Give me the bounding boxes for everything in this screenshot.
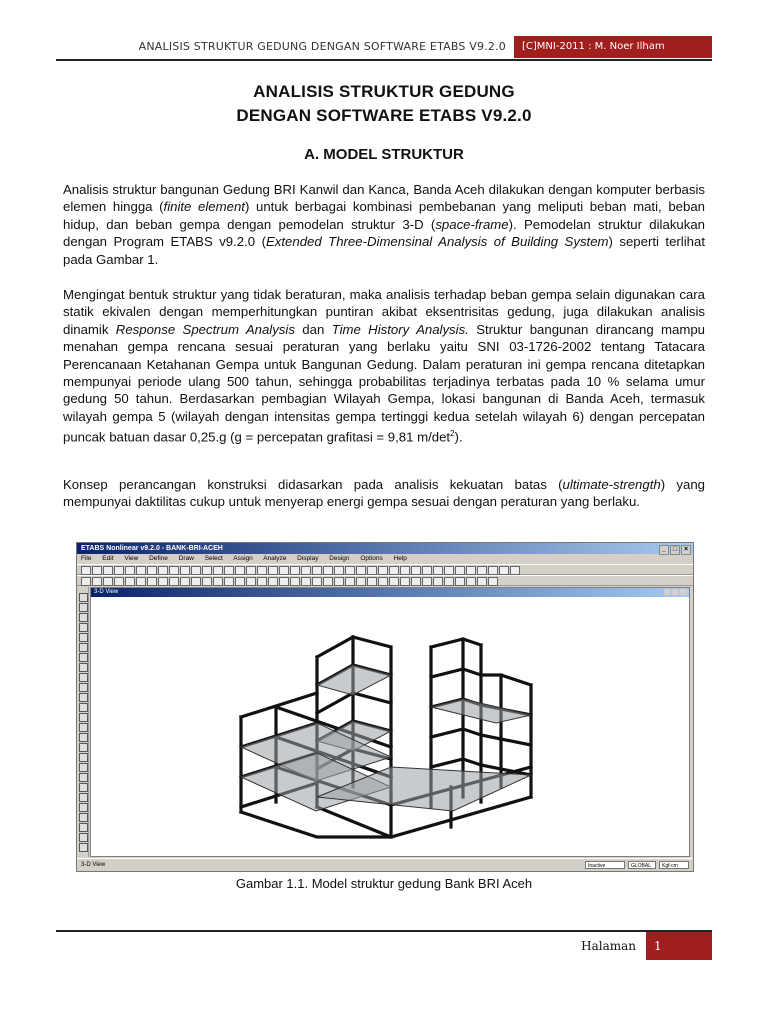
- side-tool-icon[interactable]: [79, 843, 88, 852]
- toolbar-button-icon[interactable]: [301, 577, 311, 586]
- toolbar-button-icon[interactable]: [180, 577, 190, 586]
- status-view-label: 3-D View: [81, 862, 106, 868]
- toolbar-button-icon[interactable]: [92, 566, 102, 575]
- toolbar-button-icon[interactable]: [257, 577, 267, 586]
- p3-text-c: ) yang mempunyai daktilitas cukup untuk menyerap energi gempa sesuai dengan peraturan yang berlaku.: [63, 477, 705, 510]
- side-tool-icon[interactable]: [79, 803, 88, 812]
- toolbar-button-icon[interactable]: [180, 566, 190, 575]
- etabs-screenshot-figure: [76, 542, 694, 872]
- side-tool-icon[interactable]: [79, 683, 88, 692]
- toolbar-button-icon[interactable]: [444, 566, 454, 575]
- toolbar-button-icon[interactable]: [334, 566, 344, 575]
- page-header: [56, 36, 712, 60]
- toolbar-button-icon[interactable]: [455, 577, 465, 586]
- view-minimize-icon[interactable]: [664, 589, 671, 595]
- etabs-statusbar: [77, 858, 693, 871]
- etabs-window-title: ETABS Nonlinear v9.2.0 - BANK-BRI-ACEH: [81, 545, 223, 552]
- toolbar-button-icon[interactable]: [378, 577, 388, 586]
- toolbar-button-icon[interactable]: [323, 577, 333, 586]
- toolbar-button-icon[interactable]: [136, 566, 146, 575]
- side-tool-icon[interactable]: [79, 813, 88, 822]
- toolbar-button-icon[interactable]: [268, 566, 278, 575]
- toolbar-button-icon[interactable]: [169, 577, 179, 586]
- floor-slabs: [241, 665, 531, 811]
- side-tool-icon[interactable]: [79, 723, 88, 732]
- toolbar-button-icon[interactable]: [290, 566, 300, 575]
- footer-page-number: 1: [646, 932, 712, 960]
- close-icon[interactable]: ×: [681, 545, 691, 555]
- toolbar-button-icon[interactable]: [279, 566, 289, 575]
- toolbar-button-icon[interactable]: [400, 577, 410, 586]
- toolbar-button-icon[interactable]: [356, 566, 366, 575]
- menu-analyze[interactable]: Analyze: [263, 555, 287, 562]
- side-tool-icon[interactable]: [79, 733, 88, 742]
- toolbar-button-icon[interactable]: [345, 566, 355, 575]
- toolbar-button-icon[interactable]: [246, 577, 256, 586]
- etabs-titlebar: [77, 543, 693, 554]
- menu-display[interactable]: Display: [297, 555, 319, 562]
- toolbar-2: [77, 575, 693, 586]
- p2-superscript: 2: [450, 429, 455, 439]
- side-tool-icon[interactable]: [79, 833, 88, 842]
- paragraph-2: [63, 286, 705, 446]
- toolbar-button-icon[interactable]: [147, 566, 157, 575]
- p3-text-a: Konsep perancangan konstruksi didasarkan pada analisis kekuatan batas (: [63, 477, 563, 492]
- toolbar-button-icon[interactable]: [422, 577, 432, 586]
- side-tool-icon[interactable]: [79, 823, 88, 832]
- side-tool-icon[interactable]: [79, 743, 88, 752]
- header-author-tag: [C]MNI-2011 : M. Noer Ilham: [514, 36, 712, 58]
- 3d-view-title: 3-D View: [94, 589, 119, 595]
- toolbar-button-icon[interactable]: [103, 566, 113, 575]
- 3d-view-titlebar: [91, 588, 689, 597]
- doc-title-line2: DENGAN SOFTWARE ETABS V9.2.0: [236, 106, 532, 125]
- side-tool-icon[interactable]: [79, 603, 88, 612]
- toolbar-button-icon[interactable]: [411, 566, 421, 575]
- toolbar-button-icon[interactable]: [312, 577, 322, 586]
- figure-caption: Gambar 1.1. Model struktur gedung Bank BRI Aceh: [235, 876, 533, 891]
- toolbar-button-icon[interactable]: [257, 566, 267, 575]
- menu-design[interactable]: Design: [329, 555, 350, 562]
- toolbar-button-icon[interactable]: [433, 566, 443, 575]
- p2-text-a: Mengingat bentuk struktur yang tidak beraturan, maka analisis terhadap beban gempa selain digunakan cara statik ekivalen dengan memperhitungkan puntiran akibat eksentrisitas gedung, juga dilakukan analisis dinamik: [63, 287, 705, 337]
- menu-select[interactable]: Select: [204, 555, 223, 562]
- doc-title-line1: ANALISIS STRUKTUR GEDUNG: [253, 82, 515, 101]
- toolbar-button-icon[interactable]: [246, 566, 256, 575]
- structure-3d-model: [91, 597, 689, 856]
- menu-options[interactable]: Options: [360, 555, 383, 562]
- toolbar-button-icon[interactable]: [92, 577, 102, 586]
- toolbar-button-icon[interactable]: [81, 577, 91, 586]
- toolbar-1: [77, 564, 693, 575]
- toolbar-button-icon[interactable]: [477, 577, 487, 586]
- side-tool-icon[interactable]: [79, 633, 88, 642]
- toolbar-button-icon[interactable]: [400, 566, 410, 575]
- toolbar-button-icon[interactable]: [125, 577, 135, 586]
- toolbar-button-icon[interactable]: [334, 577, 344, 586]
- menu-draw[interactable]: Draw: [178, 555, 194, 562]
- p1-italic-b: finite element: [163, 199, 245, 215]
- toolbar-button-icon[interactable]: [477, 566, 487, 575]
- p2-text-f: ).: [454, 429, 463, 445]
- paragraph-1: [63, 181, 705, 268]
- side-tool-icon[interactable]: [79, 643, 88, 652]
- view-maximize-icon[interactable]: [672, 589, 679, 595]
- toolbar-button-icon[interactable]: [268, 577, 278, 586]
- toolbar-button-icon[interactable]: [81, 566, 91, 575]
- p2-italic-b: Response Spectrum Analysis: [115, 321, 295, 337]
- p2-text-e: Struktur bangunan dirancang mampu menahan gempa rencana sesuai peraturan yang berlaku yaitu SNI 03-1726-2002 tentang Tatacara Perencanaan Ketahanan Gempa untuk Bangunan Gedung. Dalam peraturan ini gempa rencana ditetapkan mempunyai periode ulang 500 tahun, sehingga probabilitas terjadinya terbatas pada 10 % selama umur gedung 50 tahun. Berdasarkan pembagian Wilayah Gempa, lokasi bangunan di Banda Aceh, termasuk wilayah gempa 5 (wilayah dengan intensitas gempa tertinggi kedua setelah wilayah 6) dengan percepatan puncak batuan dasar 0,25.g (g = percepatan grafitasi = 9,81 m/det: [63, 321, 705, 445]
- menu-view[interactable]: View: [124, 555, 139, 562]
- section-heading: A. MODEL STRUKTUR: [304, 146, 464, 163]
- toolbar-button-icon[interactable]: [389, 566, 399, 575]
- toolbar-button-icon[interactable]: [213, 577, 223, 586]
- side-toolbar: [78, 587, 89, 857]
- header-title: ANALISIS STRUKTUR GEDUNG DENGAN SOFTWARE ETABS V9.2.0: [138, 40, 506, 53]
- side-tool-icon[interactable]: [79, 783, 88, 792]
- side-tool-icon[interactable]: [79, 613, 88, 622]
- toolbar-button-icon[interactable]: [466, 566, 476, 575]
- side-tool-icon[interactable]: [79, 623, 88, 632]
- p3-italic-b: ultimate-strength: [562, 477, 661, 492]
- menu-assign[interactable]: Assign: [233, 555, 253, 562]
- toolbar-button-icon[interactable]: [433, 577, 443, 586]
- toolbar-button-icon[interactable]: [290, 577, 300, 586]
- status-select-inactive[interactable]: Inactive: [585, 861, 625, 869]
- p1-italic-f: Extended Three-Dimensinal Analysis of Building System: [265, 234, 609, 250]
- toolbar-button-icon[interactable]: [213, 566, 223, 575]
- toolbar-button-icon[interactable]: [466, 577, 476, 586]
- 3d-view-panel: [90, 587, 690, 857]
- toolbar-button-icon[interactable]: [455, 566, 465, 575]
- etabs-menubar: [77, 554, 693, 564]
- p2-italic-d: Time History Analysis.: [331, 321, 469, 337]
- side-tool-icon[interactable]: [79, 793, 88, 802]
- toolbar-button-icon[interactable]: [191, 577, 201, 586]
- view-close-icon[interactable]: [680, 589, 687, 595]
- toolbar-button-icon[interactable]: [125, 566, 135, 575]
- side-tool-icon[interactable]: [79, 653, 88, 662]
- header-rule: [56, 59, 712, 61]
- menu-edit[interactable]: Edit: [102, 555, 114, 562]
- toolbar-button-icon[interactable]: [136, 577, 146, 586]
- toolbar-button-icon[interactable]: [444, 577, 454, 586]
- paragraph-3: [63, 476, 705, 511]
- toolbar-button-icon[interactable]: [411, 577, 421, 586]
- toolbar-button-icon[interactable]: [202, 566, 212, 575]
- toolbar-button-icon[interactable]: [224, 577, 234, 586]
- toolbar-button-icon[interactable]: [235, 577, 245, 586]
- toolbar-button-icon[interactable]: [312, 566, 322, 575]
- toolbar-button-icon[interactable]: [488, 566, 498, 575]
- toolbar-button-icon[interactable]: [510, 566, 520, 575]
- toolbar-button-icon[interactable]: [169, 566, 179, 575]
- toolbar-button-icon[interactable]: [114, 566, 124, 575]
- side-tool-icon[interactable]: [79, 773, 88, 782]
- toolbar-button-icon[interactable]: [114, 577, 124, 586]
- side-tool-icon[interactable]: [79, 713, 88, 722]
- menu-file[interactable]: File: [81, 555, 92, 562]
- toolbar-button-icon[interactable]: [345, 577, 355, 586]
- toolbar-button-icon[interactable]: [389, 577, 399, 586]
- maximize-icon[interactable]: □: [670, 545, 680, 555]
- p2-text-c: dan: [294, 321, 332, 337]
- p1-text-g: ) seperti terlihat pada Gambar 1.: [63, 234, 705, 267]
- toolbar-button-icon[interactable]: [158, 566, 168, 575]
- menu-help[interactable]: Help: [393, 555, 407, 562]
- toolbar-button-icon[interactable]: [279, 577, 289, 586]
- side-tool-icon[interactable]: [79, 753, 88, 762]
- toolbar-button-icon[interactable]: [301, 566, 311, 575]
- side-tool-icon[interactable]: [79, 693, 88, 702]
- toolbar-button-icon[interactable]: [367, 577, 377, 586]
- side-tool-icon[interactable]: [79, 763, 88, 772]
- toolbar-button-icon[interactable]: [191, 566, 201, 575]
- p1-italic-d: space-frame: [435, 216, 509, 232]
- toolbar-button-icon[interactable]: [422, 566, 432, 575]
- toolbar-button-icon[interactable]: [103, 577, 113, 586]
- side-tool-icon[interactable]: [79, 593, 88, 602]
- toolbar-button-icon[interactable]: [158, 577, 168, 586]
- p1-text-a: Analisis struktur bangunan Gedung BRI Kanwil dan Kanca, Banda Aceh dilakukan dengan komputer berbasis elemen hingga (: [63, 182, 705, 215]
- toolbar-button-icon[interactable]: [356, 577, 366, 586]
- p1-text-e: ). Pemodelan struktur dilakukan dengan Program ETABS v9.2.0 (: [63, 216, 706, 250]
- toolbar-button-icon[interactable]: [488, 577, 498, 586]
- footer-page-label: Halaman: [581, 939, 636, 953]
- toolbar-button-icon[interactable]: [224, 566, 234, 575]
- status-select-coordsys[interactable]: GLOBAL: [628, 861, 656, 869]
- p1-text-c: ) untuk berbagai kombinasi pembebanan yang meliputi beban mati, beban hidup, dan beban gempa dengan pemodelan struktur 3-D (: [63, 199, 706, 232]
- toolbar-button-icon[interactable]: [202, 577, 212, 586]
- toolbar-button-icon[interactable]: [367, 566, 377, 575]
- side-tool-icon[interactable]: [79, 673, 88, 682]
- side-tool-icon[interactable]: [79, 663, 88, 672]
- status-select-units[interactable]: Kgf-cm: [659, 861, 689, 869]
- menu-define[interactable]: Define: [149, 555, 168, 562]
- toolbar-button-icon[interactable]: [499, 566, 509, 575]
- toolbar-button-icon[interactable]: [378, 566, 388, 575]
- toolbar-button-icon[interactable]: [147, 577, 157, 586]
- side-tool-icon[interactable]: [79, 703, 88, 712]
- toolbar-button-icon[interactable]: [235, 566, 245, 575]
- minimize-icon[interactable]: _: [659, 545, 669, 555]
- toolbar-button-icon[interactable]: [323, 566, 333, 575]
